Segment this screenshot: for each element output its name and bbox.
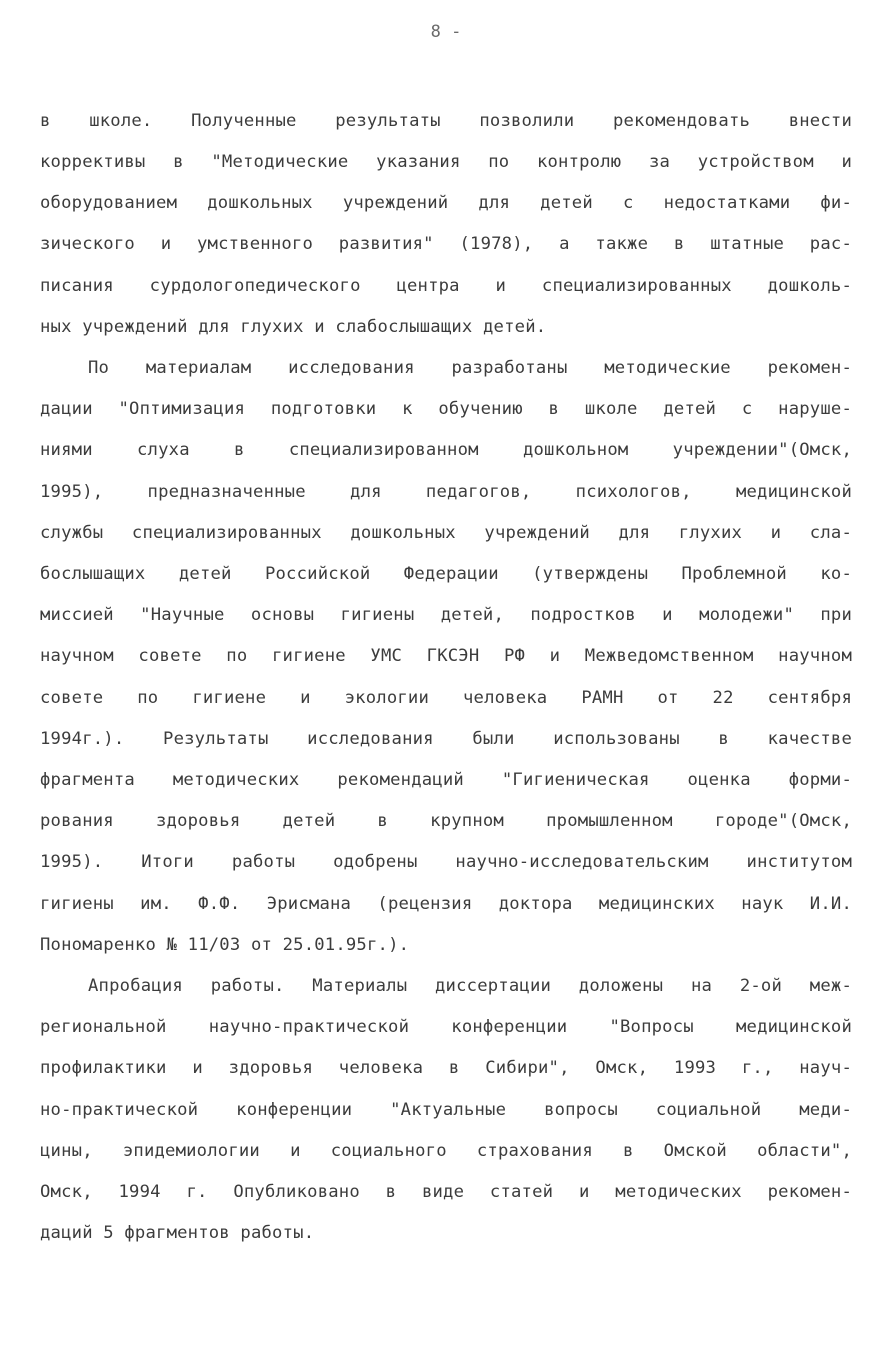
text-line: дации "Оптимизация подготовки к обучению в школе детей с наруше- <box>40 399 852 419</box>
text-line: писания сурдологопедического центра и специализированных дошколь- <box>40 276 852 296</box>
text-line: фрагмента методических рекомендаций "Гигиеническая оценка форми- <box>40 770 852 790</box>
text-line: гигиены им. Ф.Ф. Эрисмана (рецензия доктора медицинских наук И.И. <box>40 894 852 914</box>
text-line: бослышащих детей Российской Федерации (утверждены Проблемной ко- <box>40 564 852 584</box>
text-line: 1994г.). Результаты исследования были использованы в качестве <box>40 729 852 749</box>
text-line: оборудованием дошкольных учреждений для детей с недостатками фи- <box>40 193 852 213</box>
text-line: зического и умственного развития" (1978), а также в штатные рас- <box>40 234 852 254</box>
text-line: миссией "Научные основы гигиены детей, подростков и молодежи" при <box>40 605 852 625</box>
text-line: совете по гигиене и экологии человека РАМН от 22 сентября <box>40 688 852 708</box>
text-line: даций 5 фрагментов работы. <box>40 1223 315 1243</box>
text-line: 1995), предназначенные для педагогов, психологов, медицинской <box>40 482 852 502</box>
text-line: ных учреждений для глухих и слабослышащих детей. <box>40 317 547 337</box>
text-line: По материалам исследования разработаны методические рекомен- <box>88 358 852 378</box>
text-line: региональной научно-практической конференции "Вопросы медицинской <box>40 1017 852 1037</box>
text-line: Пономаренко № 11/03 от 25.01.95г.). <box>40 935 410 955</box>
text-line: Апробация работы. Материалы диссертации доложены на 2-ой меж- <box>88 976 852 996</box>
text-line: но-практической конференции "Актуальные вопросы социальной меди- <box>40 1100 852 1120</box>
text-line: 1995). Итоги работы одобрены научно-исследовательским институтом <box>40 852 852 872</box>
page-number: 8 - <box>430 22 462 42</box>
text-line: службы специализированных дошкольных учреждений для глухих и сла- <box>40 523 852 543</box>
text-line: в школе. Полученные результаты позволили рекомендовать внести <box>40 111 852 131</box>
text-line: рования здоровья детей в крупном промышленном городе"(Омск, <box>40 811 852 831</box>
text-line: Омск, 1994 г. Опубликовано в виде статей и методических рекомен- <box>40 1182 852 1202</box>
text-line: цины, эпидемиологии и социального страхования в Омской области", <box>40 1141 852 1161</box>
text-line: ниями слуха в специализированном дошкольном учреждении"(Омск, <box>40 440 852 460</box>
text-line: коррективы в "Методические указания по контролю за устройством и <box>40 152 852 172</box>
text-line: научном совете по гигиене УМС ГКСЭН РФ и Межведомственном научном <box>40 646 852 666</box>
text-line: профилактики и здоровья человека в Сибири", Омск, 1993 г., науч- <box>40 1058 852 1078</box>
